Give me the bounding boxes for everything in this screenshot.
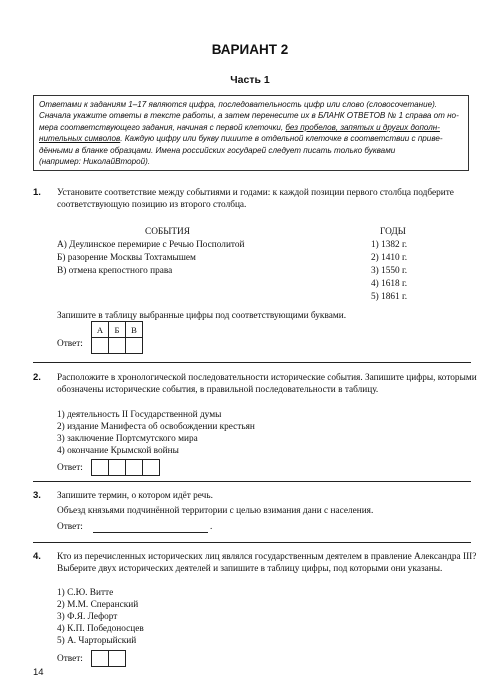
answer-cell[interactable] — [126, 338, 143, 354]
question-number: 3. — [33, 490, 41, 501]
grid-header: Б — [109, 322, 126, 338]
answer-grid — [91, 459, 160, 476]
answer-period: . — [210, 522, 213, 532]
year-item: 5) 1861 г. — [371, 292, 408, 302]
instruction-note: Запишите в таблицу выбранные цифры под соответствующими буквами. — [57, 311, 347, 321]
answer-grid — [91, 321, 143, 354]
answer-cell[interactable] — [92, 651, 109, 667]
year-item: 1) 1382 г. — [371, 240, 408, 250]
year-item: 3) 1550 г. — [371, 266, 408, 276]
list-item: 4) окончание Крымской войны — [57, 446, 179, 456]
page-number: 14 — [33, 667, 44, 678]
event-item: А) Деулинское перемирие с Речью Посполитой — [57, 240, 245, 250]
list-item: 2) издание Манифеста об освобождении крестьян — [57, 422, 255, 432]
year-item: 2) 1410 г. — [371, 253, 408, 263]
answer-cell[interactable] — [109, 338, 126, 354]
question-3 — [33, 490, 478, 504]
variant-title: ВАРИАНТ 2 — [211, 42, 289, 57]
instructions-line: дёнными в бланке образцами. Имена российских государей следует писать только буквами — [39, 145, 396, 155]
years-column-header: ГОДЫ — [380, 227, 406, 237]
instructions-line: . Каждую цифру или букву пишите в отдельной клеточке в соответствии с приве- — [120, 134, 443, 144]
event-item: Б) разорение Москвы Тохтамышем — [57, 253, 196, 263]
answer-label: Ответ: — [57, 522, 83, 532]
list-item: 1) С.Ю. Витте — [57, 588, 114, 598]
event-item: В) отмена крепостного права — [57, 266, 173, 276]
divider — [33, 481, 471, 482]
question-text: Расположите в хронологической последовательности исторические события. Запишите цифры, которыми обозначены исторические события, в правильной последовательности в таблицу. — [57, 373, 477, 396]
instructions-underlined: без пробелов, запятых и других дополн- — [285, 122, 440, 132]
question-number: 4. — [33, 551, 41, 562]
answer-grid — [91, 650, 126, 667]
answer-label: Ответ: — [57, 463, 83, 473]
grid-header: А — [92, 322, 109, 338]
question-4 — [33, 551, 478, 591]
answer-cell[interactable] — [109, 460, 126, 476]
list-item: 3) Ф.Я. Лефорт — [57, 612, 118, 622]
answer-cell[interactable] — [92, 338, 109, 354]
part-heading: Часть 1 — [230, 74, 270, 86]
term-description: Объезд князьями подчинённой территории с целью взимания дани с населения. — [57, 506, 374, 516]
instructions-line: (например: НиколайВторой). — [39, 157, 151, 167]
answer-cell[interactable] — [92, 460, 109, 476]
answer-cell[interactable] — [126, 460, 143, 476]
list-item: 2) М.М. Сперанский — [57, 600, 139, 610]
answer-cell[interactable] — [109, 651, 126, 667]
question-number: 2. — [33, 372, 41, 383]
answer-label: Ответ: — [57, 654, 83, 664]
events-column-header: СОБЫТИЯ — [145, 227, 190, 237]
instructions-underlined: нительных символов — [39, 134, 121, 144]
year-item: 4) 1618 г. — [371, 279, 408, 289]
instructions-line: мера соответствующего задания, начиная с первой клеточки, — [39, 122, 286, 132]
question-1 — [33, 187, 478, 217]
list-item: 1) деятельность II Государственной думы — [57, 410, 222, 420]
question-text: Кто из перечисленных исторических лиц являлся государственным деятелем в правление Александра III? Выберите двух исторических деятелей и запишите в таблицу цифры, под которыми они указаны. — [57, 552, 477, 575]
question-2 — [33, 372, 478, 412]
question-text: Установите соответствие между событиями и годами: к каждой позиции первого столбца подберите соответствующую позицию из второго столбца. — [57, 188, 454, 211]
instructions-box — [33, 95, 469, 171]
list-item: 3) заключение Портсмутского мира — [57, 434, 198, 444]
answer-line[interactable] — [93, 532, 208, 533]
answer-cell[interactable] — [143, 460, 160, 476]
instructions-line: Ответами к заданиям 1–17 являются цифра, последовательность цифр или слово (словосочетание). — [39, 100, 438, 109]
question-text: Запишите термин, о котором идёт речь. — [57, 491, 213, 501]
grid-header: В — [126, 322, 143, 338]
divider — [33, 362, 471, 363]
instructions-line: Сначала укажите ответы в тексте работы, а затем перенесите их в БЛАНК ОТВЕТОВ № 1 справа от но- — [39, 111, 459, 121]
list-item: 5) А. Чарторыйский — [57, 636, 137, 646]
answer-label: Ответ: — [57, 339, 83, 349]
list-item: 4) К.П. Победоносцев — [57, 624, 144, 634]
divider — [33, 542, 471, 543]
question-number: 1. — [33, 187, 41, 198]
